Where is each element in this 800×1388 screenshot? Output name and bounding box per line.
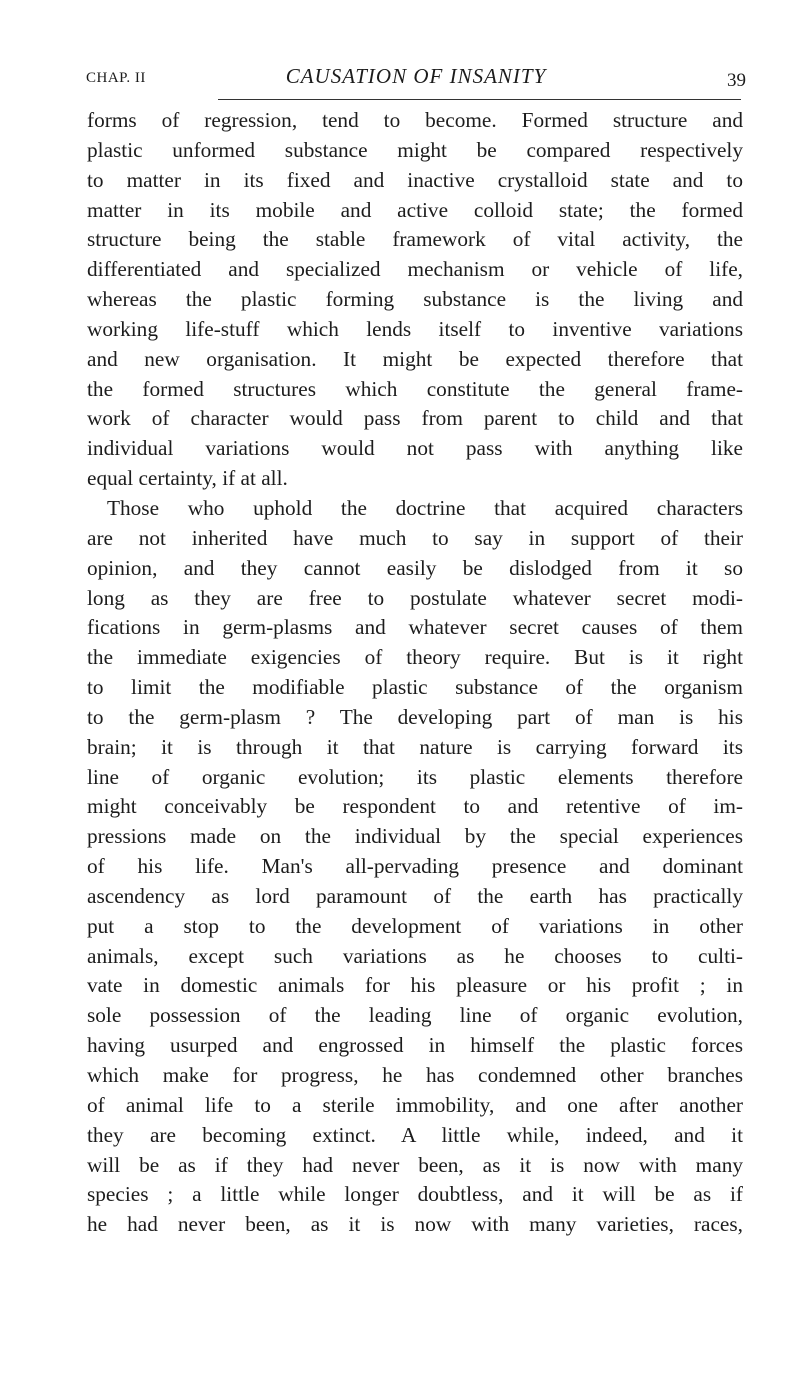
text-line: equal certainty, if at all.: [87, 466, 288, 491]
text-line: to matter in its fixed and inactive crystalloid state and to: [87, 167, 743, 192]
text-line: forms of regression, tend to become. Formed structure and: [87, 108, 743, 132]
text-line: sole possession of the leading line of organic evolution,: [87, 1003, 743, 1028]
text-line: plastic unformed substance might be compared respectively: [87, 137, 743, 162]
text-line: work of character would pass from parent to child and that: [87, 406, 743, 431]
text-line: individual variations would not pass with anything like: [87, 436, 743, 461]
page-number: 39: [727, 70, 746, 91]
text-line: to limit the modifiable plastic substance of the organism: [87, 675, 743, 700]
text-line: Those who uphold the doctrine that acquired characters: [107, 495, 743, 520]
text-line: whereas the plastic forming substance is the living and: [87, 287, 743, 312]
running-head: [86, 64, 746, 90]
text-line: of animal life to a sterile immobility, and one after another: [87, 1092, 743, 1117]
text-line: the immediate exigencies of theory require. But is it right: [87, 645, 743, 670]
text-line: he had never been, as it is now with many varieties, races,: [87, 1212, 743, 1237]
text-line: will be as if they had never been, as it is now with many: [87, 1152, 743, 1177]
body-text: [87, 106, 743, 1240]
text-line: matter in its mobile and active colloid state; the formed: [87, 197, 743, 222]
chapter-label: CHAP. II: [86, 70, 146, 86]
text-line: having usurped and engrossed in himself the plastic forces: [87, 1033, 743, 1058]
text-line: line of organic evolution; its plastic elements therefore: [87, 764, 743, 789]
text-line: might conceivably be respondent to and retentive of im-: [87, 794, 743, 819]
text-line: structure being the stable framework of vital activity, the: [87, 227, 743, 252]
text-line: of his life. Man's all-pervading presence and dominant: [87, 854, 743, 879]
text-line: they are becoming extinct. A little while, indeed, and it: [87, 1122, 743, 1147]
text-line: the formed structures which constitute the general frame-: [87, 376, 743, 401]
text-line: vate in domestic animals for his pleasure or his profit ; in: [87, 973, 743, 998]
text-line: opinion, and they cannot easily be dislodged from it so: [87, 555, 743, 580]
text-line: to the germ-plasm ? The developing part of man is his: [87, 704, 743, 729]
header-rule: [218, 99, 741, 100]
text-line: animals, except such variations as he chooses to culti-: [87, 943, 743, 968]
text-line: ascendency as lord paramount of the earth has practically: [87, 883, 743, 908]
text-line: brain; it is through it that nature is carrying forward its: [87, 734, 743, 759]
text-line: pressions made on the individual by the special experiences: [87, 824, 743, 849]
text-line: and new organisation. It might be expected therefore that: [87, 346, 743, 371]
text-line: differentiated and specialized mechanism or vehicle of life,: [87, 257, 743, 282]
text-line: species ; a little while longer doubtless, and it will be as if: [87, 1182, 743, 1207]
text-line: long as they are free to postulate whatever secret modi-: [87, 585, 743, 610]
text-line: working life-stuff which lends itself to inventive variations: [87, 316, 743, 341]
text-line: which make for progress, he has condemned other branches: [87, 1063, 743, 1087]
running-title: CAUSATION OF INSANITY: [285, 64, 547, 88]
text-line: put a stop to the development of variations in other: [87, 913, 743, 938]
text-line: fications in germ-plasms and whatever secret causes of them: [87, 615, 743, 640]
text-line: are not inherited have much to say in support of their: [87, 525, 743, 550]
